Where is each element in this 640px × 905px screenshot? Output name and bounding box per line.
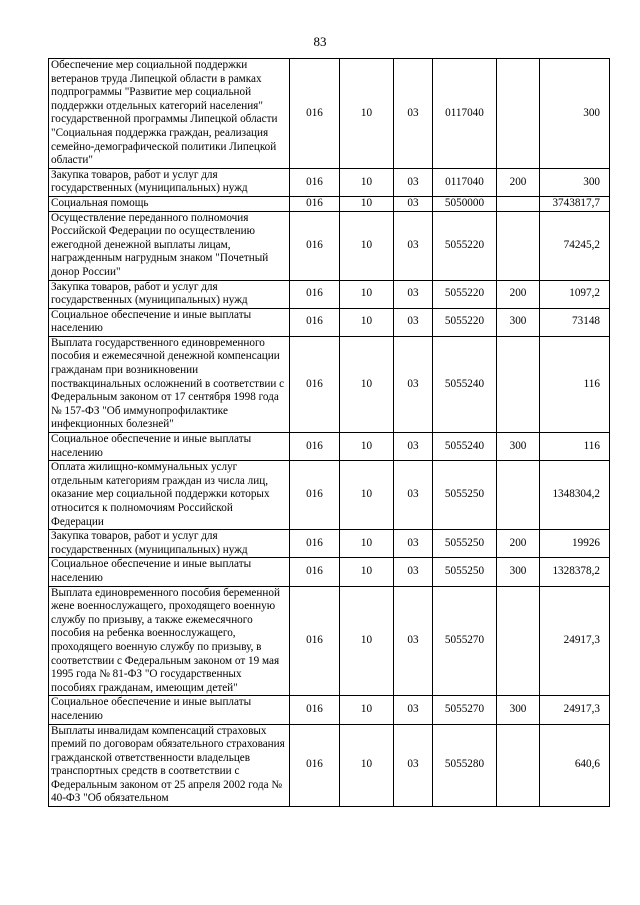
row-description: Социальная помощь bbox=[49, 196, 290, 211]
section-code: 10 bbox=[340, 586, 394, 696]
section-code: 10 bbox=[340, 308, 394, 336]
ministry-code: 016 bbox=[290, 530, 340, 558]
target-article-code: 5055280 bbox=[433, 724, 497, 807]
target-article-code: 5050000 bbox=[433, 196, 497, 211]
subsection-code: 03 bbox=[394, 211, 433, 280]
expense-type-code: 200 bbox=[497, 280, 540, 308]
section-code: 10 bbox=[340, 433, 394, 461]
section-code: 10 bbox=[340, 211, 394, 280]
section-code: 10 bbox=[340, 461, 394, 530]
ministry-code: 016 bbox=[290, 696, 340, 724]
expense-type-code bbox=[497, 461, 540, 530]
table-row bbox=[49, 59, 610, 169]
section-code: 10 bbox=[340, 696, 394, 724]
table-row bbox=[49, 558, 610, 586]
row-description: Закупка товаров, работ и услуг для государственных (муниципальных) нужд bbox=[49, 168, 290, 196]
row-description: Оплата жилищно-коммунальных услуг отдельным категориям граждан из числа лиц, оказание мер социальной поддержки которых относится к полномочиям Российской Федерации bbox=[49, 461, 290, 530]
row-description: Социальное обеспечение и иные выплаты населению bbox=[49, 696, 290, 724]
target-article-code: 5055270 bbox=[433, 586, 497, 696]
table-row bbox=[49, 196, 610, 211]
ministry-code: 016 bbox=[290, 211, 340, 280]
expense-type-code bbox=[497, 196, 540, 211]
amount: 1328378,2 bbox=[540, 558, 610, 586]
ministry-code: 016 bbox=[290, 59, 340, 169]
target-article-code: 5055270 bbox=[433, 696, 497, 724]
table-row bbox=[49, 308, 610, 336]
expense-type-code bbox=[497, 336, 540, 432]
page-number: 83 bbox=[313, 34, 327, 49]
row-description: Выплата государственного единовременного пособия и ежемесячной денежной компенсации гражданам при возникновении поствакцинальных осложнений в соответствии с Федеральным законом от 17 сентября 1998 года № 157-ФЗ "Об иммунопрофилактике инфекционных болезней" bbox=[49, 336, 290, 432]
ministry-code: 016 bbox=[290, 558, 340, 586]
expense-type-code bbox=[497, 211, 540, 280]
subsection-code: 03 bbox=[394, 308, 433, 336]
subsection-code: 03 bbox=[394, 168, 433, 196]
target-article-code: 5055250 bbox=[433, 558, 497, 586]
ministry-code: 016 bbox=[290, 336, 340, 432]
table-row bbox=[49, 168, 610, 196]
expense-type-code bbox=[497, 586, 540, 696]
table-row bbox=[49, 586, 610, 696]
expense-type-code bbox=[497, 59, 540, 169]
subsection-code: 03 bbox=[394, 558, 433, 586]
row-description: Осуществление переданного полномочия Российской Федерации по осуществлению ежегодной денежной выплаты лицам, награжденным нагрудным знаком "Почетный донор России" bbox=[49, 211, 290, 280]
table-row bbox=[49, 696, 610, 724]
subsection-code: 03 bbox=[394, 530, 433, 558]
target-article-code: 5055240 bbox=[433, 336, 497, 432]
section-code: 10 bbox=[340, 336, 394, 432]
amount: 640,6 bbox=[540, 724, 610, 807]
budget-table bbox=[48, 58, 610, 807]
target-article-code: 5055220 bbox=[433, 280, 497, 308]
section-code: 10 bbox=[340, 196, 394, 211]
table-row bbox=[49, 530, 610, 558]
ministry-code: 016 bbox=[290, 433, 340, 461]
ministry-code: 016 bbox=[290, 724, 340, 807]
section-code: 10 bbox=[340, 530, 394, 558]
section-code: 10 bbox=[340, 558, 394, 586]
amount: 24917,3 bbox=[540, 696, 610, 724]
table-row bbox=[49, 461, 610, 530]
ministry-code: 016 bbox=[290, 461, 340, 530]
subsection-code: 03 bbox=[394, 280, 433, 308]
target-article-code: 0117040 bbox=[433, 168, 497, 196]
expense-type-code: 300 bbox=[497, 433, 540, 461]
expense-type-code: 300 bbox=[497, 558, 540, 586]
amount: 300 bbox=[540, 59, 610, 169]
table-row bbox=[49, 724, 610, 807]
row-description: Социальное обеспечение и иные выплаты населению bbox=[49, 308, 290, 336]
target-article-code: 5055250 bbox=[433, 530, 497, 558]
ministry-code: 016 bbox=[290, 586, 340, 696]
ministry-code: 016 bbox=[290, 308, 340, 336]
expense-type-code: 200 bbox=[497, 168, 540, 196]
amount: 24917,3 bbox=[540, 586, 610, 696]
ministry-code: 016 bbox=[290, 280, 340, 308]
section-code: 10 bbox=[340, 168, 394, 196]
amount: 1348304,2 bbox=[540, 461, 610, 530]
amount: 1097,2 bbox=[540, 280, 610, 308]
table-row bbox=[49, 433, 610, 461]
expense-type-code: 300 bbox=[497, 696, 540, 724]
subsection-code: 03 bbox=[394, 696, 433, 724]
row-description: Выплаты инвалидам компенсаций страховых премий по договорам обязательного страхования гражданской ответственности владельцев транспортных средств в соответствии с Федеральным законом от 25 апреля 2002 года № 40-ФЗ "Об обязательном bbox=[49, 724, 290, 807]
subsection-code: 03 bbox=[394, 433, 433, 461]
table-row bbox=[49, 280, 610, 308]
row-description: Закупка товаров, работ и услуг для государственных (муниципальных) нужд bbox=[49, 530, 290, 558]
subsection-code: 03 bbox=[394, 724, 433, 807]
row-description: Социальное обеспечение и иные выплаты населению bbox=[49, 433, 290, 461]
section-code: 10 bbox=[340, 724, 394, 807]
expense-type-code: 200 bbox=[497, 530, 540, 558]
amount: 73148 bbox=[540, 308, 610, 336]
amount: 3743817,7 bbox=[540, 196, 610, 211]
expense-type-code: 300 bbox=[497, 308, 540, 336]
row-description: Социальное обеспечение и иные выплаты населению bbox=[49, 558, 290, 586]
target-article-code: 5055220 bbox=[433, 308, 497, 336]
ministry-code: 016 bbox=[290, 168, 340, 196]
target-article-code: 5055250 bbox=[433, 461, 497, 530]
table-row bbox=[49, 211, 610, 280]
row-description: Обеспечение мер социальной поддержки ветеранов труда Липецкой области в рамках подпрограммы "Развитие мер социальной поддержки отдельных категорий населения" государственной программы Липецкой области "Социальная поддержка граждан, реализация семейно-демографической политики Липецкой области" bbox=[49, 59, 290, 169]
subsection-code: 03 bbox=[394, 59, 433, 169]
ministry-code: 016 bbox=[290, 196, 340, 211]
row-description: Выплата единовременного пособия беременной жене военнослужащего, проходящего военную службу по призыву, а также ежемесячного пособия на ребенка военнослужащего, проходящего военную службу по призыву, в соответствии с Федеральным законом от 19 мая 1995 года № 81-ФЗ "О государственных пособиях гражданам, имеющим детей" bbox=[49, 586, 290, 696]
budget-table-body bbox=[49, 59, 610, 807]
row-description: Закупка товаров, работ и услуг для государственных (муниципальных) нужд bbox=[49, 280, 290, 308]
expense-type-code bbox=[497, 724, 540, 807]
section-code: 10 bbox=[340, 280, 394, 308]
subsection-code: 03 bbox=[394, 196, 433, 211]
section-code: 10 bbox=[340, 59, 394, 169]
amount: 116 bbox=[540, 336, 610, 432]
target-article-code: 0117040 bbox=[433, 59, 497, 169]
table-row bbox=[49, 336, 610, 432]
subsection-code: 03 bbox=[394, 461, 433, 530]
amount: 19926 bbox=[540, 530, 610, 558]
amount: 74245,2 bbox=[540, 211, 610, 280]
subsection-code: 03 bbox=[394, 336, 433, 432]
subsection-code: 03 bbox=[394, 586, 433, 696]
target-article-code: 5055240 bbox=[433, 433, 497, 461]
amount: 300 bbox=[540, 168, 610, 196]
target-article-code: 5055220 bbox=[433, 211, 497, 280]
amount: 116 bbox=[540, 433, 610, 461]
